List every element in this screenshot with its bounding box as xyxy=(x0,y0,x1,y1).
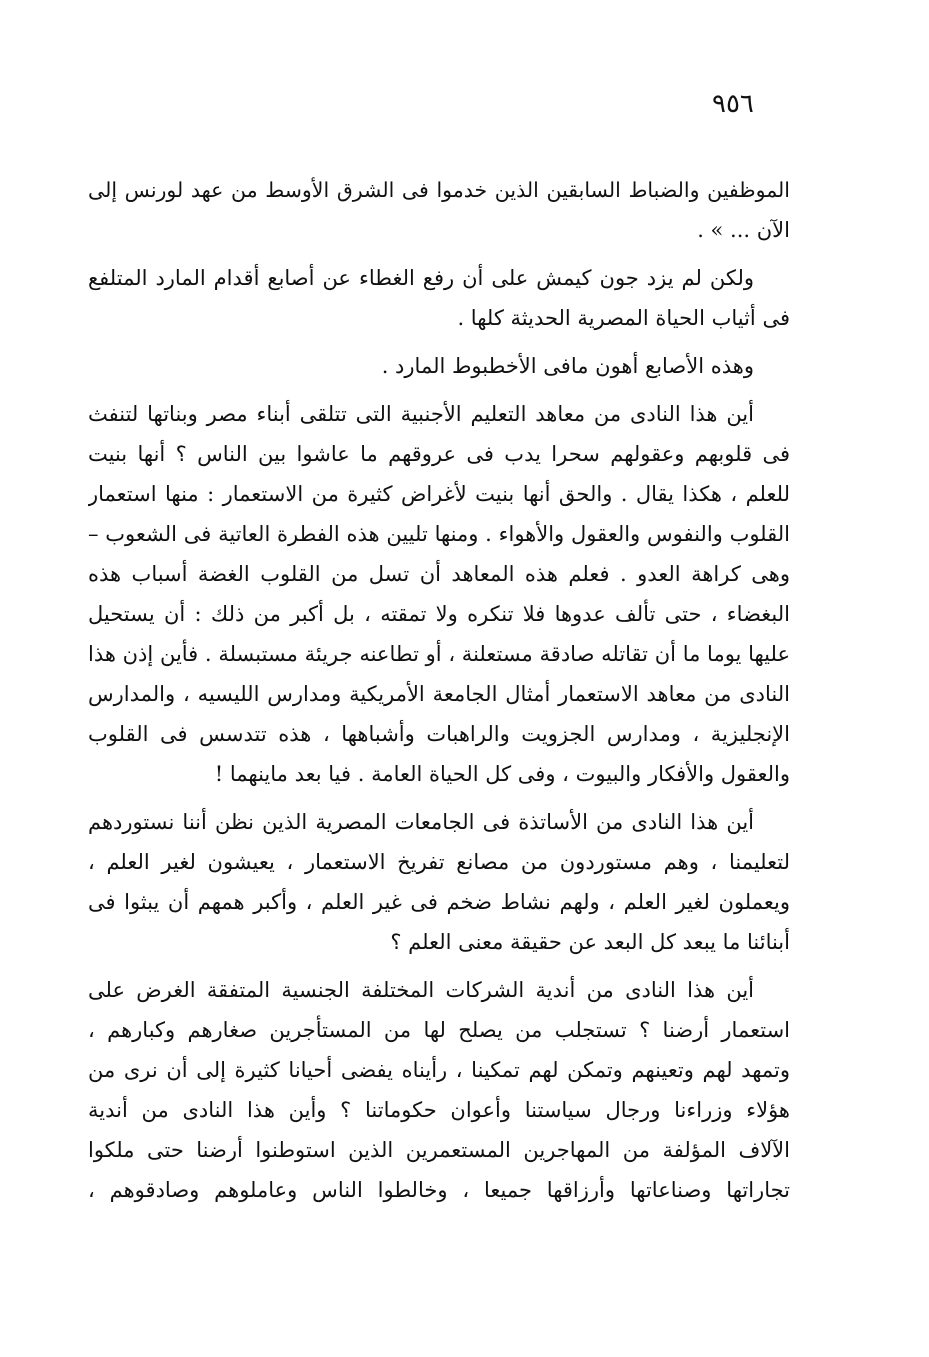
paragraph-6 xyxy=(88,970,790,1210)
text-line: أين هذا النادى من أندية الشركات المختلفة الجنسية المتفقة الغرض على xyxy=(88,978,754,1002)
text-line: فى قلوبهم وعقولهم سحرا يدب فى عروقهم ما عاشوا بين الناس ؟ أنها بنيت xyxy=(88,442,790,466)
text-line: وهذه الأصابع أهون مافى الأخطبوط المارد . xyxy=(381,354,754,378)
text-line: أبنائنا ما يبعد كل البعد عن حقيقة معنى العلم ؟ xyxy=(390,930,790,954)
text-line: عليها يوما ما أن تقاتله صادقة مستعلنة ، أو تطاعنه جريئة مستبسلة . فأين إذن هذا xyxy=(88,642,790,666)
paragraph-1 xyxy=(88,170,790,250)
text-line: القلوب والنفوس والعقول والأهواء . ومنها تليين هذه الفطرة العاتية فى الشعوب – xyxy=(88,522,790,546)
text-line: تجاراتها وصناعاتها وأرزاقها جميعا ، وخالطوا الناس وعاملوهم وصادقوهم ، xyxy=(88,1178,790,1202)
text-line: فى أثياب الحياة المصرية الحديثة كلها . xyxy=(457,306,790,330)
text-line: البغضاء ، حتى تألف عدوها فلا تنكره ولا تمقته ، بل أكبر من ذلك : أن يستحيل xyxy=(88,602,790,626)
text-line: الإنجليزية ، ومدارس الجزويت والراهبات وأشباهها ، هذه تتدسس فى القلوب xyxy=(88,722,790,746)
text-line: للعلم ، هكذا يقال . والحق أنها بنيت لأغراض كثيرة من الاستعمار : منها استعمار xyxy=(88,482,790,506)
text-line: ويعملون لغير العلم ، ولهم نشاط ضخم فى غير العلم ، وأكبر همهم أن يبثوا فى xyxy=(88,890,790,914)
text-line: النادى من معاهد الاستعمار أمثال الجامعة الأمريكية ومدارس الليسيه ، والمدارس xyxy=(88,682,790,706)
text-line: أين هذا النادى من معاهد التعليم الأجنبية التى تتلقى أبناء مصر وبناتها لتنفث xyxy=(88,402,754,426)
text-line: الآن ... » . xyxy=(697,218,790,242)
text-line: الموظفين والضباط السابقين الذين خدموا فى الشرق الأوسط من عهد لورنس إلى xyxy=(88,178,790,202)
text-line: ولكن لم يزد جون كيمش على أن رفع الغطاء عن أصابع أقدام المارد المتلفع xyxy=(88,266,754,290)
text-line: وهى كراهة العدو . فعلم هذه المعاهد أن تسل من القلوب الغضة أسباب هذه xyxy=(88,562,790,586)
paragraph-3 xyxy=(88,346,790,386)
text-line: والعقول والأفكار والبيوت ، وفى كل الحياة العامة . فيا بعد ماينهما ! xyxy=(214,762,790,786)
paragraph-5 xyxy=(88,802,790,962)
text-line: وتمهد لهم وتعينهم وتمكن لهم تمكينا ، رأيناه يفضى أحيانا كثيرة إلى أن نرى من xyxy=(88,1058,790,1082)
text-line: أين هذا النادى من الأساتذة فى الجامعات المصرية الذين نظن أننا نستوردهم xyxy=(88,810,754,834)
paragraph-2 xyxy=(88,258,790,338)
body-text xyxy=(88,170,790,1218)
text-line: الآلاف المؤلفة من المهاجرين المستعمرين الذين استوطنوا أرضنا حتى ملكوا xyxy=(88,1138,790,1162)
paragraph-4 xyxy=(88,394,790,794)
text-line: لتعليمنا ، وهم مستوردون من مصانع تفريخ الاستعمار ، يعيشون لغير العلم ، xyxy=(88,850,790,874)
text-line: هؤلاء وزراءنا ورجال سياستنا وأعوان حكوماتنا ؟ وأين هذا النادى من أندية xyxy=(88,1098,790,1122)
text-line: استعمار أرضنا ؟ تستجلب من يصلح لها من المستأجرين صغارهم وكبارهم ، xyxy=(88,1018,790,1042)
page-number: ٩٥٦ xyxy=(712,89,754,119)
